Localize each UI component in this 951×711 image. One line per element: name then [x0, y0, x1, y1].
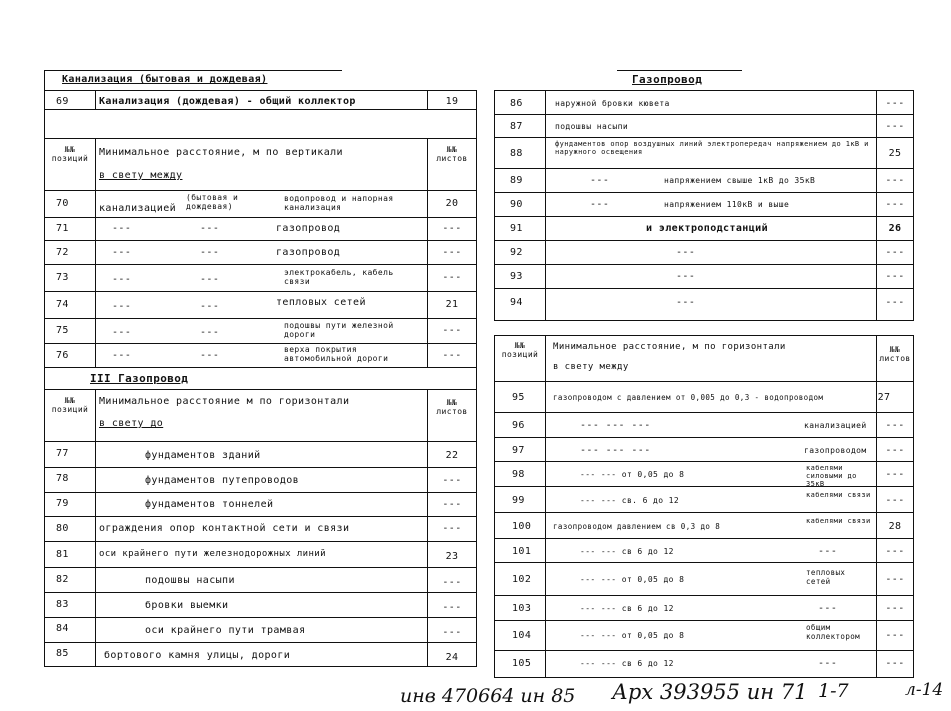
row-text: --- --- св 6 до 12	[580, 659, 674, 668]
sheet-number: ---	[885, 603, 905, 614]
row-number: 90	[510, 199, 523, 210]
sheet-number: ---	[442, 272, 462, 283]
row-number: 77	[56, 448, 69, 459]
sheet-number: ---	[442, 523, 462, 534]
sheet-number: ---	[885, 247, 905, 258]
row-text: --- --- ---	[580, 420, 651, 431]
row-ditto: ---	[112, 223, 132, 234]
row-dest: газопроводом	[804, 446, 867, 455]
column-header-sheets: №№ листов	[879, 345, 911, 363]
sheet-number: ---	[885, 121, 905, 132]
row-text: подошвы насыпи	[555, 122, 629, 131]
sheet-number: ---	[885, 98, 905, 109]
row-number: 98	[512, 469, 525, 480]
row-text: фундаментов опор воздушных линий электропередач напряжением до 1кВ и наружного освещения	[555, 140, 869, 156]
row-number: 72	[56, 247, 69, 258]
column-header-text-line1: Минимальное расстояние м по горизонтали	[99, 396, 350, 407]
row-number: 87	[510, 121, 523, 132]
row-text: оси крайнего пути железнодорожных линий	[99, 549, 326, 559]
row-dest: ---	[818, 658, 838, 669]
row-ditto: ---	[200, 274, 220, 285]
sheet-number: 19	[445, 96, 459, 107]
row-number: 75	[56, 325, 69, 336]
row-text: --- --- ---	[580, 445, 651, 456]
row-text: бровки выемки	[145, 600, 229, 611]
sheet-number: ---	[885, 175, 905, 186]
row-ditto: ---	[112, 301, 132, 312]
sheet-number: ---	[885, 546, 905, 557]
row-ditto: ---	[112, 350, 132, 361]
sheet-number: ---	[442, 577, 462, 588]
row-number: 80	[56, 523, 69, 534]
row-text: --- --- св 6 до 12	[580, 547, 674, 556]
row-dest: ---	[818, 546, 838, 557]
sheet-number: 27	[877, 392, 891, 403]
row-number: 103	[512, 603, 532, 614]
row-number: 101	[512, 546, 532, 557]
row-text: ограждения опор контактной сети и связи	[99, 523, 350, 534]
row-number: 78	[56, 473, 69, 484]
sheet-number: ---	[885, 469, 905, 480]
row-ditto: ---	[590, 175, 610, 186]
row-number: 76	[56, 350, 69, 361]
column-header-text-line1: Минимальное расстояние, м по горизонтали	[553, 342, 786, 352]
row-number: 81	[56, 549, 69, 560]
column-header-text-line2: в свету между	[553, 362, 629, 372]
row-text: напряжением свыше 1кВ до 35кВ	[664, 176, 816, 185]
row-text: и электроподстанций	[646, 223, 768, 234]
sheet-number: ---	[442, 602, 462, 613]
row-number: 88	[510, 148, 523, 159]
row-text: --- --- св. 6 до 12	[580, 496, 680, 505]
row-ditto: ---	[112, 274, 132, 285]
row-number: 91	[510, 223, 523, 234]
row-number: 94	[510, 297, 523, 308]
row-number: 83	[56, 599, 69, 610]
row-text: фундаментов тоннелей	[145, 499, 274, 510]
sheet-number: 23	[445, 551, 459, 562]
row-number: 70	[56, 198, 69, 209]
row-number: 86	[510, 98, 523, 109]
row-text: газопроводом с давлением от 0,005 до 0,3 - водопроводом	[553, 393, 824, 402]
row-subhead-left: канализацией	[99, 203, 177, 214]
row-number: 84	[56, 623, 69, 634]
sheet-number: ---	[442, 247, 462, 258]
row-dest: газопровод	[276, 247, 341, 258]
sheet-number: 28	[888, 521, 902, 532]
sheet-number: 21	[445, 299, 459, 310]
column-header-positions: №№ позиций	[501, 341, 539, 359]
sheet-number: ---	[885, 420, 905, 431]
row-text: подошвы насыпи	[145, 575, 235, 586]
row-dest: ---	[818, 603, 838, 614]
row-dest: тепловых сетей	[806, 568, 846, 586]
row-dest: тепловых сетей	[276, 297, 366, 308]
row-number: 85	[56, 648, 69, 659]
row-number: 89	[510, 175, 523, 186]
row-text: Канализация (дождевая) - общий коллектор	[99, 96, 356, 107]
sheet-number: ---	[885, 630, 905, 641]
row-subhead-mid: (бытовая и дождевая)	[186, 193, 239, 211]
sheet-number: 22	[445, 450, 459, 461]
section-title: III Газопровод	[90, 372, 189, 385]
row-number: 104	[512, 630, 532, 641]
row-ditto: ---	[200, 301, 220, 312]
row-number: 102	[512, 574, 532, 585]
row-number: 105	[512, 658, 532, 669]
sheet-number: 20	[445, 198, 459, 209]
row-dest: кабелями связи	[806, 491, 871, 499]
page-number: л-14	[905, 680, 944, 700]
column-header-text-line2: в свету до	[99, 418, 164, 429]
column-header-sheets: №№ листов	[436, 145, 468, 163]
row-text: наружной бровки кювета	[555, 99, 670, 108]
row-dest: газопровод	[276, 223, 341, 234]
row-dest: кабелями связи	[806, 517, 871, 525]
row-dest: электрокабель, кабель связи	[284, 268, 394, 286]
row-number: 92	[510, 247, 523, 258]
row-number: 93	[510, 271, 523, 282]
row-text: ---	[676, 247, 696, 258]
sheet-number: ---	[442, 475, 462, 486]
right-table-title: Газопровод	[632, 73, 703, 86]
marks: 1-7	[818, 680, 849, 702]
row-number: 69	[56, 96, 69, 107]
row-dest: канализацией	[804, 421, 867, 430]
row-text: --- --- от 0,05 до 8	[580, 631, 685, 640]
row-ditto: ---	[200, 327, 220, 338]
sheet-number: ---	[442, 627, 462, 638]
row-dest: подошвы пути железной дороги	[284, 321, 394, 339]
row-number: 99	[512, 495, 525, 506]
row-text: бортового камня улицы, дороги	[104, 650, 291, 661]
row-text: --- --- от 0,05 до 8	[580, 575, 685, 584]
row-dest: водопровод и напорная канализация	[284, 194, 394, 212]
row-number: 95	[512, 392, 525, 403]
sheet-number: ---	[442, 223, 462, 234]
row-text: оси крайнего пути трамвая	[145, 625, 306, 636]
column-header-positions: №№ позиций	[51, 396, 89, 414]
row-ditto: ---	[590, 199, 610, 210]
row-text: --- --- св 6 до 12	[580, 604, 674, 613]
sheet-number: ---	[885, 574, 905, 585]
row-text: --- --- от 0,05 до 8	[580, 470, 685, 479]
sheet-number: ---	[885, 495, 905, 506]
row-number: 96	[512, 420, 525, 431]
row-number: 73	[56, 272, 69, 283]
row-text: напряжением 110кВ и выше	[664, 200, 790, 209]
column-header-sheets: №№ листов	[436, 398, 468, 416]
sheet-number: ---	[442, 499, 462, 510]
sheet-number: ---	[885, 271, 905, 282]
row-ditto: ---	[200, 350, 220, 361]
row-number: 97	[512, 445, 525, 456]
left-table-title: Канализация (бытовая и дождевая)	[62, 74, 268, 85]
sheet-number: ---	[442, 325, 462, 336]
column-header-positions: №№ позиций	[51, 145, 89, 163]
row-text: фундаментов зданий	[145, 450, 261, 461]
sheet-number: 25	[888, 148, 902, 159]
row-ditto: ---	[200, 247, 220, 258]
archive-number: Арх 393955 ин 71	[612, 680, 808, 704]
sheet-number: ---	[885, 445, 905, 456]
row-text: газопроводом давлением св 0,3 до 8	[553, 522, 721, 531]
row-dest: верха покрытия автомобильной дороги	[284, 345, 389, 363]
row-ditto: ---	[112, 327, 132, 338]
row-number: 74	[56, 299, 69, 310]
sheet-number: 24	[445, 652, 459, 663]
row-number: 71	[56, 223, 69, 234]
row-number: 100	[512, 521, 532, 532]
row-number: 82	[56, 574, 69, 585]
row-text: фундаментов путепроводов	[145, 475, 300, 486]
row-ditto: ---	[112, 247, 132, 258]
sheet-number: ---	[442, 350, 462, 361]
row-dest: кабелями силовыми до 35кВ	[806, 464, 857, 488]
inventory-number: инв 470664 ин 85	[400, 685, 576, 707]
column-header-text-line2: в свету между	[99, 170, 183, 181]
sheet-number: 26	[888, 223, 902, 234]
row-text: ---	[676, 271, 696, 282]
row-dest: общим коллектором	[806, 623, 861, 641]
column-header-text-line1: Минимальное расстояние, м по вертикали	[99, 147, 343, 158]
row-text: ---	[676, 297, 696, 308]
row-number: 79	[56, 498, 69, 509]
row-ditto: ---	[200, 223, 220, 234]
sheet-number: ---	[885, 658, 905, 669]
sheet-number: ---	[885, 297, 905, 308]
sheet-number: ---	[885, 199, 905, 210]
